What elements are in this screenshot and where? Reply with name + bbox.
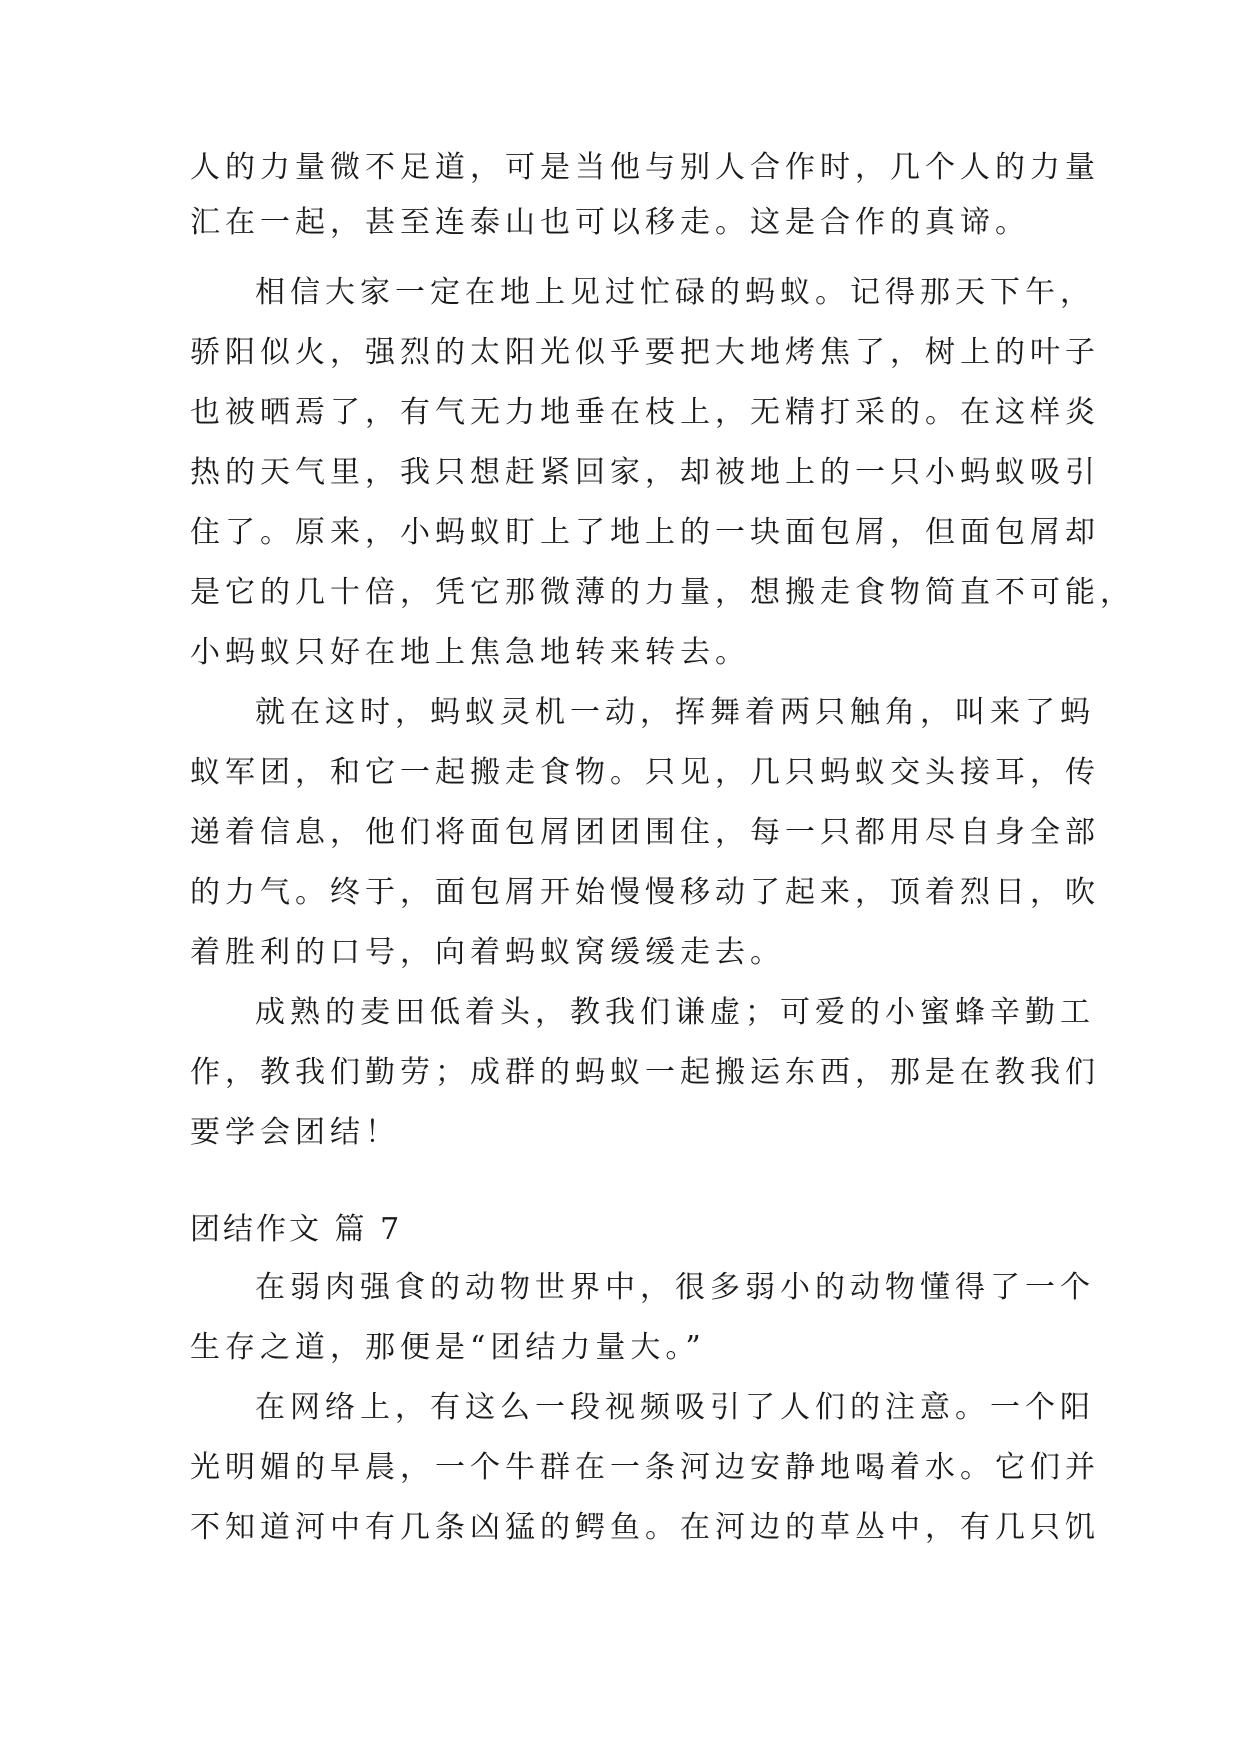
text-line: 要学会团结！ bbox=[190, 1115, 400, 1150]
text-line: 成熟的麦田低着头，教我们谦虚；可爱的小蜜蜂辛勤工 bbox=[255, 995, 1095, 1030]
text-line: 在网络上，有这么一段视频吸引了人们的注意。一个阳 bbox=[255, 1390, 1095, 1425]
text-line: 作，教我们勤劳；成群的蚂蚁一起搬运东西，那是在教我们 bbox=[190, 1055, 1100, 1090]
text-line: 着胜利的口号，向着蚂蚁窝缓缓走去。 bbox=[190, 935, 785, 970]
text-line: 骄阳似火，强烈的太阳光似乎要把大地烤焦了，树上的叶子 bbox=[190, 335, 1100, 370]
text-line: 相信大家一定在地上见过忙碌的蚂蚁。记得那天下午， bbox=[255, 275, 1095, 310]
text-line: 也被晒焉了，有气无力地垂在枝上，无精打采的。在这样炎 bbox=[190, 395, 1100, 430]
text-line: 热的天气里，我只想赶紧回家，却被地上的一只小蚂蚁吸引 bbox=[190, 455, 1100, 490]
text-line: 住了。原来，小蚂蚁盯上了地上的一块面包屑，但面包屑却 bbox=[190, 515, 1100, 550]
text-line: 小蚂蚁只好在地上焦急地转来转去。 bbox=[190, 635, 750, 670]
text-line: 是它的几十倍，凭它那微薄的力量，想搬走食物简直不可能， bbox=[190, 575, 1135, 610]
text-line: 人的力量微不足道，可是当他与别人合作时，几个人的力量 bbox=[190, 150, 1100, 185]
text-line: 光明媚的早晨，一个牛群在一条河边安静地喝着水。它们并 bbox=[190, 1450, 1100, 1485]
section-heading: 团结作文 篇 7 bbox=[190, 1212, 403, 1247]
text-line: 递着信息，他们将面包屑团团围住，每一只都用尽自身全部 bbox=[190, 815, 1100, 850]
text-line: 的力气。终于，面包屑开始慢慢移动了起来，顶着烈日，吹 bbox=[190, 875, 1100, 910]
text-line: 汇在一起，甚至连泰山也可以移走。这是合作的真谛。 bbox=[190, 205, 1030, 240]
text-line: 不知道河中有几条凶猛的鳄鱼。在河边的草丛中，有几只饥 bbox=[190, 1510, 1100, 1545]
text-line: 在弱肉强食的动物世界中，很多弱小的动物懂得了一个 bbox=[255, 1270, 1095, 1305]
text-line: 生存之道，那便是“团结力量大。” bbox=[190, 1330, 706, 1365]
text-line: 就在这时，蚂蚁灵机一动，挥舞着两只触角，叫来了蚂 bbox=[255, 695, 1095, 730]
text-line: 蚁军团，和它一起搬走食物。只见，几只蚂蚁交头接耳，传 bbox=[190, 755, 1100, 790]
